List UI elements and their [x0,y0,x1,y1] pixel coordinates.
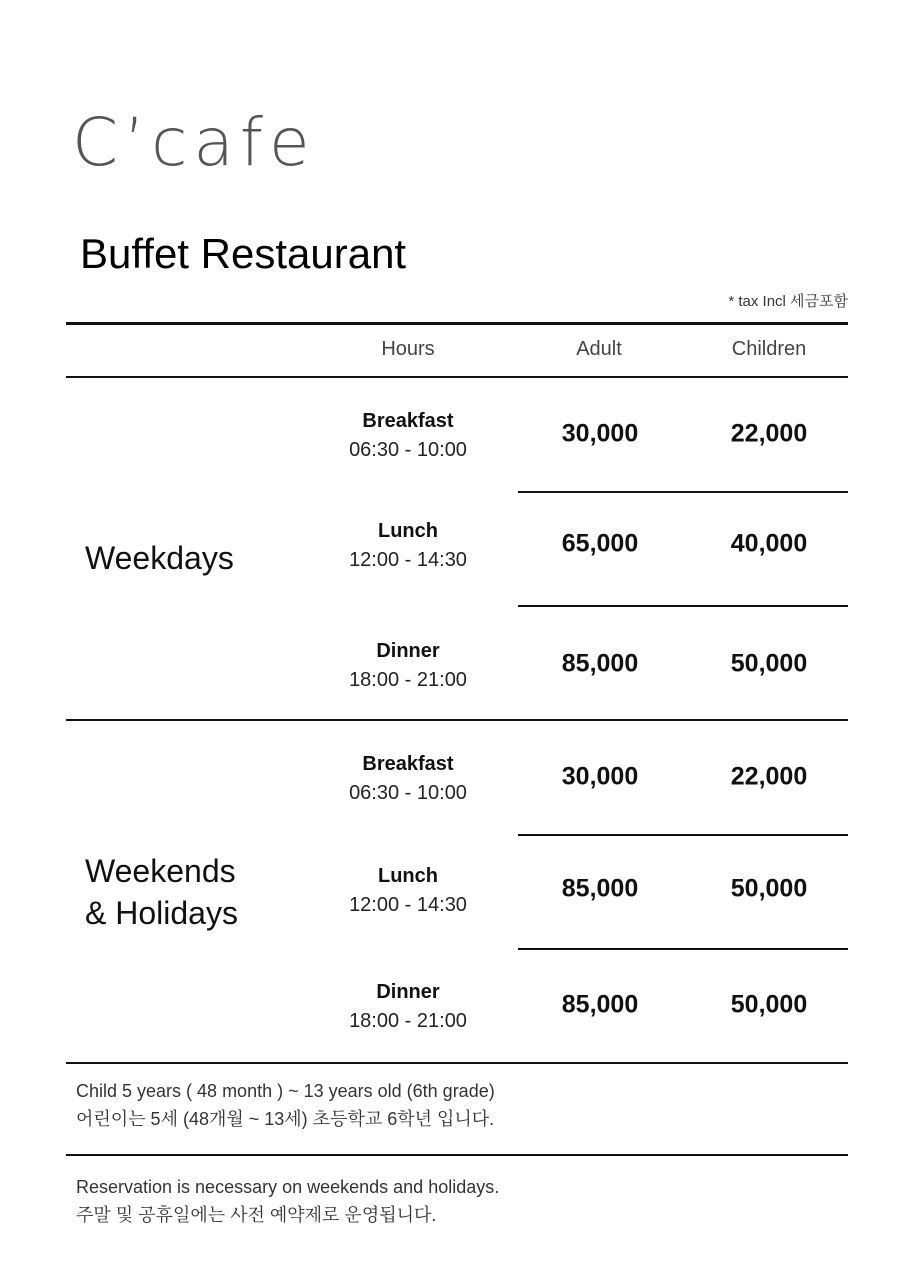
meal-time: 06:30 - 10:00 [349,782,467,804]
meal-time: 12:00 - 14:30 [349,894,467,916]
meal-name: Lunch [378,865,438,887]
children-price: 22,000 [730,419,808,448]
meal-time: 18:00 - 21:00 [349,669,467,691]
divider [66,376,848,378]
adult-price: 85,000 [561,649,639,678]
hours-cell [349,862,467,920]
divider [518,948,848,950]
note-en: Reservation is necessary on weekends and holidays. [76,1177,500,1197]
adult-price: 30,000 [561,419,639,448]
group-label-line: Weekends [85,853,236,889]
hours-cell [349,750,467,808]
divider [66,1154,848,1156]
adult-price: 65,000 [561,529,639,558]
note-en: Child 5 years ( 48 month ) ~ 13 years old (6th grade) [76,1081,495,1101]
adult-price: 85,000 [561,874,639,903]
meal-time: 06:30 - 10:00 [349,439,467,461]
hours-cell [349,637,467,695]
meal-time: 12:00 - 14:30 [349,549,467,571]
hours-cell [349,978,467,1036]
group-label-line: Weekdays [85,540,234,576]
group-weekdays-label [85,537,234,579]
hours-cell [349,407,467,465]
header-children: Children [731,338,807,360]
meal-name: Dinner [376,640,440,662]
meal-name: Breakfast [362,410,454,432]
cafe-logo: C’cafe [72,104,316,181]
meal-name: Dinner [376,981,440,1003]
divider [518,491,848,493]
meal-name: Lunch [378,520,438,542]
group-weekends-label [85,850,238,934]
meal-name: Breakfast [362,753,454,775]
adult-price: 85,000 [561,990,639,1019]
children-price: 40,000 [730,529,808,558]
divider [518,834,848,836]
divider [66,719,848,721]
group-label-line: & Holidays [85,895,238,931]
children-price: 50,000 [730,649,808,678]
note-ko: 어린이는 5세 (48개월 ~ 13세) 초등학교 6학년 입니다. [76,1109,495,1129]
tax-note: * tax Incl 세금포함 [728,293,848,310]
adult-price: 30,000 [561,762,639,791]
page-title: Buffet Restaurant [80,230,407,277]
divider [66,322,848,325]
children-price: 22,000 [730,762,808,791]
note-ko: 주말 및 공휴일에는 사전 예약제로 운영됩니다. [76,1205,437,1225]
divider [66,1062,848,1064]
header-hours: Hours [381,338,435,360]
divider [518,605,848,607]
meal-time: 18:00 - 21:00 [349,1010,467,1032]
reservation-note [76,1173,499,1229]
children-price: 50,000 [730,874,808,903]
child-age-note [76,1077,495,1133]
header-adult: Adult [576,338,622,360]
children-price: 50,000 [730,990,808,1019]
hours-cell [349,517,467,575]
